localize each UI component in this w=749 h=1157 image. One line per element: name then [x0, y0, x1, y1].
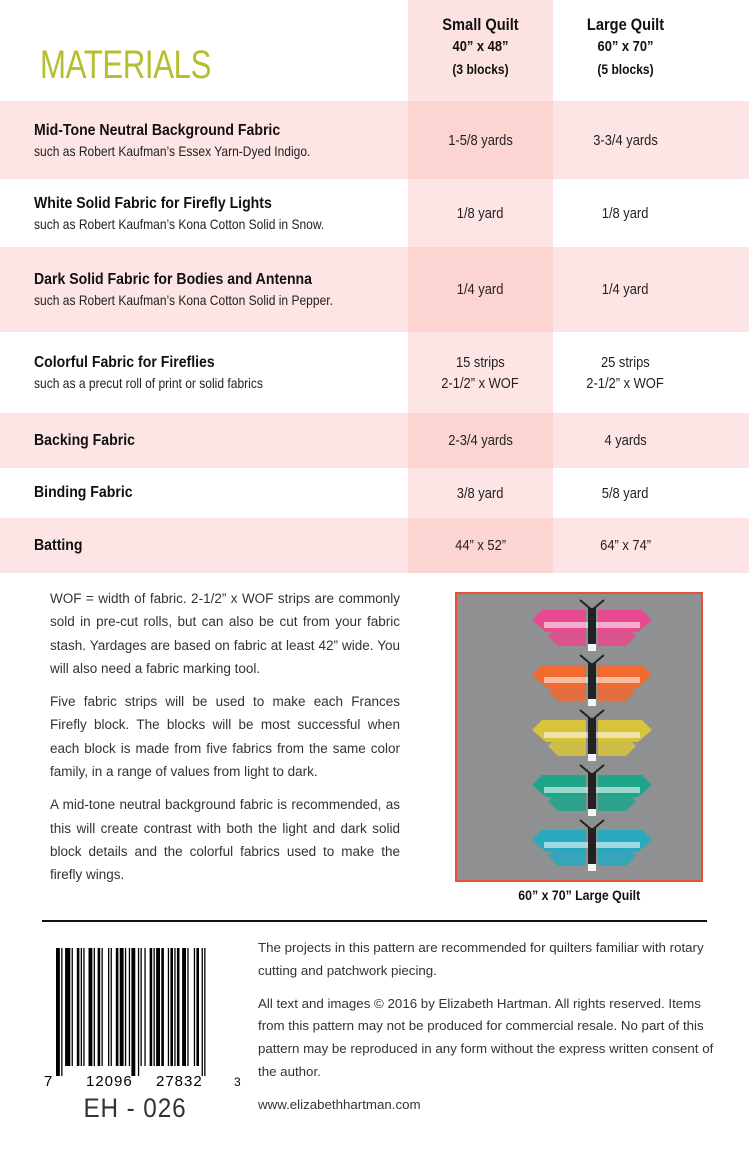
materials-row [0, 468, 749, 518]
material-description: such as a precut roll of print or solid fabrics [34, 375, 263, 391]
barcode-digits: 27832 [156, 1073, 203, 1088]
large-quilt-amount [553, 468, 698, 518]
copyright-note: All text and images © 2016 by Elizabeth Hartman. All rights reserved. Items from this pattern may not be produced for commercial resale. No part of this pattern may be reproduced in any form without the express written consent of the author. [258, 995, 714, 1079]
firefly-quilt-illustration [457, 594, 701, 880]
note-paragraph: WOF = width of fabric. 2-1/2” x WOF strips are commonly sold in pre-cut rolls, but can also be cut from your fabric stash. Yardages are based on fabric at least 42” wide. You will also need a fabric marking tool. [50, 591, 400, 676]
section-divider [42, 920, 707, 922]
large-quilt-amount [553, 101, 698, 179]
material-label [34, 413, 149, 468]
column-title: Small Quilt [442, 15, 519, 34]
column-blocks: (5 blocks) [597, 61, 654, 77]
amount-text: 1/4 yard [602, 281, 649, 298]
amount-text: 1/8 yard [457, 204, 504, 222]
quilt-photo [455, 592, 703, 882]
small-quilt-amount [408, 518, 553, 573]
material-label [34, 332, 300, 413]
material-description: such as Robert Kaufman’s Kona Cotton Solid in Snow. [34, 215, 325, 232]
quilt-caption [455, 887, 703, 903]
material-label [34, 179, 372, 247]
material-label [34, 247, 382, 332]
large-quilt-amount [553, 179, 698, 247]
small-quilt-amount [408, 101, 553, 179]
materials-row [0, 413, 749, 468]
small-quilt-header [408, 14, 553, 80]
firefly-block [532, 765, 652, 816]
amount-text: 3/8 yard [457, 484, 504, 502]
amount-text: 1/8 yard [602, 204, 649, 222]
firefly-block [532, 600, 652, 651]
material-label [34, 101, 355, 179]
barcode-icon [42, 948, 247, 1088]
caption-text: 60” x 70” Large Quilt [518, 887, 640, 903]
large-quilt-amount [553, 518, 698, 573]
small-quilt-amount [408, 468, 553, 518]
barcode-digit: 3 [234, 1075, 241, 1088]
small-quilt-amount [408, 332, 553, 413]
amount-text: 64” x 74” [600, 537, 651, 554]
material-description: such as Robert Kaufman’s Kona Cotton Solid in Pepper. [34, 292, 333, 308]
amount-text: 2-3/4 yards [448, 432, 513, 449]
material-label [34, 468, 146, 518]
large-quilt-header [553, 14, 698, 80]
small-quilt-amount [408, 413, 553, 468]
column-size: 40” x 48” [452, 38, 509, 55]
firefly-block [532, 655, 652, 706]
large-quilt-amount [553, 332, 698, 413]
materials-heading: MATERIALS [40, 43, 212, 87]
amount-text: 4 yards [604, 432, 647, 449]
small-quilt-amount [408, 247, 553, 332]
material-name: Dark Solid Fabric for Bodies and Antenna [34, 271, 312, 288]
amount-text: 5/8 yard [602, 484, 649, 502]
barcode-digits: 12096 [86, 1073, 133, 1088]
column-size: 60” x 70” [597, 38, 654, 55]
firefly-block [532, 820, 652, 871]
materials-row [0, 101, 749, 179]
materials-row [0, 247, 749, 332]
amount-text: 44” x 52” [455, 537, 506, 554]
barcode-digit: 7 [44, 1073, 53, 1088]
amount-text: 1-5/8 yards [448, 131, 513, 149]
large-quilt-amount [553, 413, 698, 468]
materials-row [0, 518, 749, 573]
material-name: Binding Fabric [34, 484, 133, 501]
website-link[interactable]: www.elizabethhartman.com [258, 1096, 421, 1112]
amount-text: 2-1/2” x WOF [441, 374, 520, 392]
amount-text: 25 strips [601, 353, 650, 371]
firefly-block [532, 710, 652, 761]
note-paragraph: A mid-tone neutral background fabric is recommended, as this will create contrast with both the light and dark solid block details and the colorful fabrics used to make the firefly wings. [50, 797, 400, 883]
pattern-code: EH - 026 [83, 1093, 187, 1123]
material-label [34, 518, 89, 573]
amount-text: 1/4 yard [457, 281, 504, 298]
column-title: Large Quilt [586, 15, 665, 34]
large-quilt-amount [553, 247, 698, 332]
amount-text: 15 strips [456, 353, 505, 371]
amount-text: 3-3/4 yards [593, 131, 658, 149]
skill-note: The projects in this pattern are recommended for quilters familiar with rotary cutting and patchwork piecing. [258, 940, 704, 978]
barcode [42, 948, 247, 1088]
small-quilt-amount [408, 179, 553, 247]
material-name: Colorful Fabric for Fireflies [34, 354, 215, 371]
material-name: Backing Fabric [34, 431, 135, 449]
footer-text [258, 937, 728, 1127]
material-name: Batting [34, 536, 83, 554]
materials-notes [50, 587, 400, 897]
amount-text: 2-1/2” x WOF [586, 374, 665, 392]
materials-row [0, 179, 749, 247]
materials-row [0, 332, 749, 413]
material-description: such as Robert Kaufman’s Essex Yarn-Dyed Indigo. [34, 142, 311, 159]
material-name: White Solid Fabric for Firefly Lights [34, 194, 272, 212]
note-paragraph: Five fabric strips will be used to make each Frances Firefly block. The blocks will be most successful when each block is made from five fabrics from the same color family, in a range of values from light to dark. [50, 694, 400, 780]
column-blocks: (3 blocks) [452, 61, 509, 77]
material-name: Mid-Tone Neutral Background Fabric [34, 121, 281, 139]
